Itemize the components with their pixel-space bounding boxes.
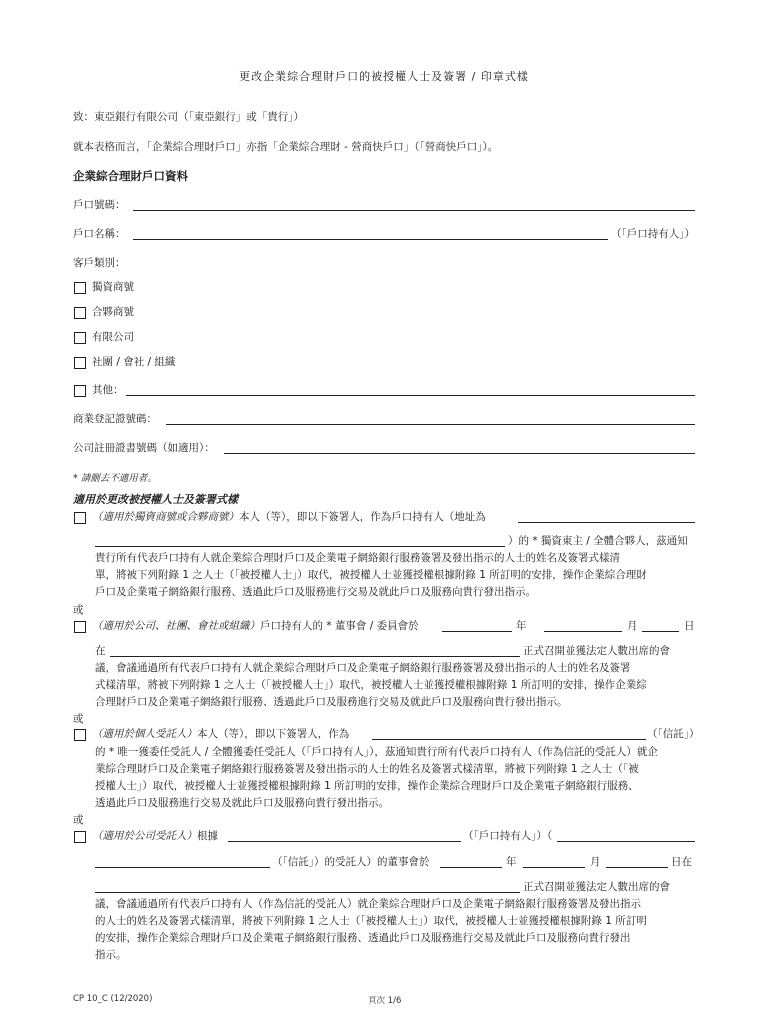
checkbox-limited-company[interactable] bbox=[74, 332, 86, 344]
account-name-field[interactable] bbox=[133, 228, 608, 240]
definition-line: 就本表格而言，「企業綜合理財戶口」亦指「企業綜合理財 - 營商快戶口」（「營商快戶口」）。 bbox=[73, 141, 499, 153]
option1-applicability: （適用於獨資商號或合夥商號） bbox=[92, 511, 239, 523]
label-sole-proprietorship: 獨資商號 bbox=[92, 281, 134, 293]
checkbox-option-individual-trustee[interactable] bbox=[74, 729, 86, 741]
option3-lead bbox=[92, 727, 349, 741]
option4-lead-text: 根據 bbox=[197, 830, 218, 842]
customer-type-label: 客戶類別： bbox=[73, 257, 126, 269]
option2-year-label: 年 bbox=[516, 620, 527, 632]
account-holder-suffix: （「戶口持有人」） bbox=[611, 228, 695, 240]
option4-holder-field[interactable] bbox=[228, 830, 461, 842]
or-separator-1: 或 bbox=[73, 604, 84, 616]
option1-line3: 貴行所有代表戶口持有人就企業綜合理財戶口及企業電子網絡銀行服務簽署及發出指示的人士的姓名及簽署式樣清 bbox=[95, 552, 620, 564]
option4-applicability: （適用於公司受託人） bbox=[92, 830, 197, 842]
option3-line4: 授權人士」）取代，被授權人士並獲授權根據附錄 1 所訂明的安排，操作企業綜合理財戶口及企業電子網絡銀行服務、 bbox=[95, 780, 639, 792]
option1-address-field-1[interactable] bbox=[518, 511, 695, 523]
option2-line2-prefix: 在 bbox=[95, 645, 106, 657]
option2-month-field[interactable] bbox=[544, 620, 622, 632]
option3-lead-text: 本人（等），即以下簽署人，作為 bbox=[197, 728, 350, 740]
checkbox-other[interactable] bbox=[74, 385, 86, 397]
option3-line2: 的 * 唯一獲委任受託人 / 全體獲委任受託人（「戶口持有人」），茲通知貴行所有代表戶口持有人（作為信託的受託人）就企 bbox=[95, 746, 658, 758]
option1-address-field-2[interactable] bbox=[95, 535, 505, 547]
checkbox-option-corporate-trustee[interactable] bbox=[74, 831, 86, 843]
option4-month-label: 月 bbox=[590, 856, 601, 868]
other-field[interactable] bbox=[126, 384, 695, 396]
option4-day-field[interactable] bbox=[606, 856, 668, 868]
or-separator-3: 或 bbox=[73, 814, 84, 826]
option2-year-field[interactable] bbox=[442, 620, 512, 632]
option4-lead-suffix: （「戶口持有人」）（ bbox=[463, 830, 553, 842]
option1-line4: 單，將被下列附錄 1 之人士（「被授權人士」）取代，被授權人士並獲授權根據附錄 1 所訂明的安排，操作企業綜合理財 bbox=[95, 569, 647, 581]
account-number-row bbox=[73, 198, 126, 212]
option4-line7: 指示。 bbox=[95, 949, 127, 961]
ci-number-field[interactable] bbox=[224, 442, 695, 454]
label-other: 其他： bbox=[92, 384, 124, 396]
option4-line2-mid: （「信託」）的受託人）的董事會於 bbox=[272, 856, 430, 868]
option4-month-field[interactable] bbox=[523, 856, 585, 868]
br-number-field[interactable] bbox=[166, 413, 695, 425]
option2-day-field[interactable] bbox=[642, 620, 679, 632]
option2-day-label: 日 bbox=[684, 620, 695, 632]
option4-line5: 的人士的姓名及簽署式樣清單，將被下列附錄 1 之人士（「被授權人士」）取代，被授權人士並獲授權根據附錄 1 所訂明 bbox=[95, 915, 647, 927]
option3-line5: 透過此戶口及服務進行交易及就此戶口及服務向貴行發出指示。 bbox=[95, 797, 389, 809]
option2-line3: 議，會議通過所有代表戶口持有人就企業綜合理財戶口及企業電子網絡銀行服務簽署及發出指示的人士的姓名及簽署 bbox=[95, 662, 631, 674]
account-name-label: 戶口名稱： bbox=[73, 228, 126, 240]
option2-line5: 合理財戶口及企業電子網絡銀行服務、透過此戶口及服務進行交易及就此戶口及服務向貴行發出指示。 bbox=[95, 696, 568, 708]
form-code: CP 10_C (12/2020) bbox=[73, 994, 153, 1004]
option1-lead-text: 本人（等），即以下簽署人，作為戶口持有人（地址為 bbox=[239, 511, 486, 523]
account-number-field[interactable] bbox=[133, 199, 695, 211]
option4-location-field[interactable] bbox=[95, 881, 520, 893]
section-heading-account-info: 企業綜合理財戶口資料 bbox=[73, 169, 188, 183]
checkbox-sole-proprietorship[interactable] bbox=[74, 282, 86, 294]
option3-lead-suffix: （「信託」） bbox=[647, 728, 700, 740]
option4-day-label: 日在 bbox=[671, 856, 692, 868]
label-partnership: 合夥商號 bbox=[92, 306, 134, 318]
option4-line4: 議，會議通過所有代表戶口持有人（作為信託的受託人）就企業綜合理財戶口及企業電子網絡銀行服務簽署及發出指示 bbox=[95, 898, 641, 910]
option2-lead-text: 戶口持有人的 * 董事會 / 委員會於 bbox=[260, 620, 419, 632]
page-number: 頁次 1/6 bbox=[368, 996, 402, 1006]
option1-line2-suffix: ）的 * 獨資東主 / 全體合夥人，茲通知 bbox=[508, 535, 688, 547]
option4-line3-suffix: 正式召開並獲法定人數出席的會 bbox=[523, 881, 670, 893]
option1-line5: 戶口及企業電子網絡銀行服務、透過此戶口及服務進行交易及就此戶口及服務向貴行發出指示。 bbox=[95, 586, 536, 598]
checkbox-society[interactable] bbox=[74, 357, 86, 369]
option4-trust-field-2[interactable] bbox=[95, 856, 270, 868]
option2-line2-suffix: 正式召開並獲法定人數出席的會 bbox=[523, 645, 670, 657]
account-number-label: 戶口號碼： bbox=[73, 199, 126, 211]
section-heading-change-signatories: 適用於更改被授權人士及簽署式樣 bbox=[73, 493, 238, 506]
label-society: 社團 / 會社 / 組織 bbox=[92, 356, 176, 368]
option3-line3: 業綜合理財戶口及企業電子網絡銀行服務簽署及發出指示的人士的姓名及簽署式樣清單，將被下列附錄 1 之人士（「被 bbox=[95, 763, 639, 775]
option1-lead bbox=[92, 510, 486, 524]
checkbox-option-sole-partnership[interactable] bbox=[74, 512, 86, 524]
option2-month-label: 月 bbox=[627, 620, 638, 632]
br-number-label: 商業登記證號碼： bbox=[73, 413, 157, 425]
checkbox-option-company-society[interactable] bbox=[74, 621, 86, 633]
checkbox-partnership[interactable] bbox=[74, 307, 86, 319]
option4-line6: 的安排，操作企業綜合理財戶口及企業電子網絡銀行服務、透過此戶口及服務進行交易及就此戶口及服務向貴行發出 bbox=[95, 932, 631, 944]
ci-number-label: 公司註冊證書號碼（如適用）： bbox=[73, 442, 215, 454]
option4-year-field[interactable] bbox=[440, 856, 502, 868]
option4-year-label: 年 bbox=[506, 856, 517, 868]
deletion-note: * 請刪去不適用者。 bbox=[73, 473, 157, 484]
option4-trust-field-1[interactable] bbox=[557, 830, 695, 842]
addressee-line: 致：東亞銀行有限公司（「東亞銀行」或「貴行」） bbox=[73, 111, 304, 123]
option2-applicability: （適用於公司、社團、會社或組織） bbox=[92, 620, 260, 632]
or-separator-2: 或 bbox=[73, 713, 84, 725]
option3-applicability: （適用於個人受託人） bbox=[92, 728, 197, 740]
label-limited-company: 有限公司 bbox=[92, 331, 134, 343]
option2-lead bbox=[92, 619, 419, 633]
option3-trust-name-field[interactable] bbox=[372, 728, 646, 740]
page-title: 更改企業綜合理財戶口的被授權人士及簽署 / 印章式樣 bbox=[239, 70, 529, 83]
option2-line4: 式樣清單，將被下列附錄 1 之人士（「被授權人士」）取代，被授權人士並獲授權根據附錄 1 所訂明的安排，操作企業綜 bbox=[95, 679, 647, 691]
option4-lead bbox=[92, 829, 218, 843]
option2-location-field[interactable] bbox=[110, 645, 520, 657]
